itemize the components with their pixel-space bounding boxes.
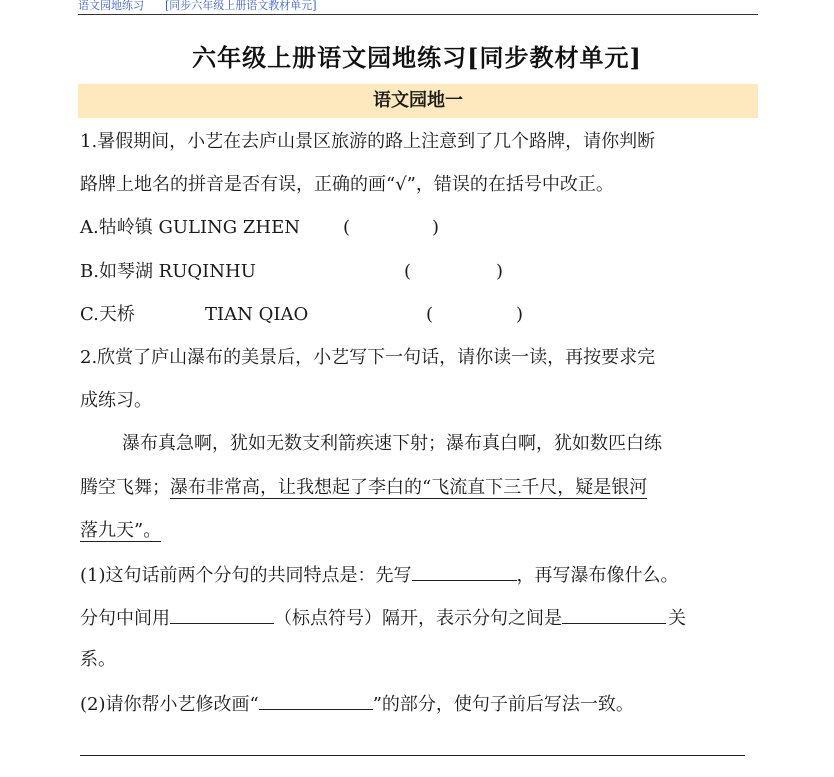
- q2-line-1: 2.欣赏了庐山瀑布的美景后，小艺写下一句话，请你读一读，再按要求完: [80, 347, 656, 368]
- answer-line[interactable]: [80, 755, 745, 756]
- option-a-close-paren: ): [432, 217, 440, 238]
- passage-line-1: 瀑布真急啊，犹如无数支利箭疾速下射；瀑布真白啊，犹如数匹白练: [122, 433, 662, 454]
- header-right: [同步六年级上册语文教材单元]: [165, 0, 317, 12]
- q1-line-2: 路牌上地名的拼音是否有误，正确的画“√”，错误的在括号中改正。: [80, 174, 614, 195]
- option-c-close-paren: ): [516, 304, 524, 325]
- q1-option-a: A.牯岭镇 GULING ZHEN: [80, 217, 300, 238]
- option-b-close-paren: ): [496, 261, 504, 282]
- q1-option-c-pinyin: TIAN QIAO: [205, 304, 309, 325]
- page-header: [78, 0, 758, 15]
- section-heading: 语文园地一: [78, 84, 758, 118]
- sub1-line-1: (1)这句话前两个分句的共同特点是：先写 ，再写瀑布像什么。: [80, 562, 679, 588]
- option-a-open-paren: (: [343, 217, 351, 238]
- q2-line-2: 成练习。: [80, 390, 152, 411]
- underlined-sentence-end: 落九天”。: [80, 520, 162, 541]
- sub2-line: (2)请你帮小艺修改画“ ”的部分，使句子前后写法一致。: [80, 691, 634, 717]
- option-c-open-paren: (: [426, 304, 434, 325]
- sub1-line-3: 系。: [80, 649, 116, 670]
- passage-line-3: [80, 519, 161, 543]
- answer-blank-2[interactable]: [170, 605, 274, 624]
- q1-line-1: 1.暑假期间，小艺在去庐山景区旅游的路上注意到了几个路牌，请你判断: [80, 131, 656, 152]
- answer-blank-3[interactable]: [562, 605, 666, 624]
- q1-option-b: B.如琴湖 RUQINHU: [80, 261, 256, 282]
- underline-mark-sample: [259, 691, 373, 710]
- option-b-open-paren: (: [404, 261, 412, 282]
- q1-option-c: C.天桥: [80, 304, 135, 325]
- page-title: 六年级上册语文园地练习[同步教材单元]: [192, 43, 642, 72]
- header-left: 语文园地练习: [78, 0, 144, 12]
- underlined-sentence: 瀑布非常高，让我想起了李白的“飞流直下三千尺，疑是银河: [170, 477, 648, 498]
- passage-line-2: [80, 476, 647, 500]
- passage-line-2-start: 腾空飞舞；: [80, 477, 170, 498]
- sub1-line-2: 分句中间用 （标点符号）隔开，表示分句之间是 关: [80, 605, 686, 631]
- answer-blank-1[interactable]: [412, 562, 517, 581]
